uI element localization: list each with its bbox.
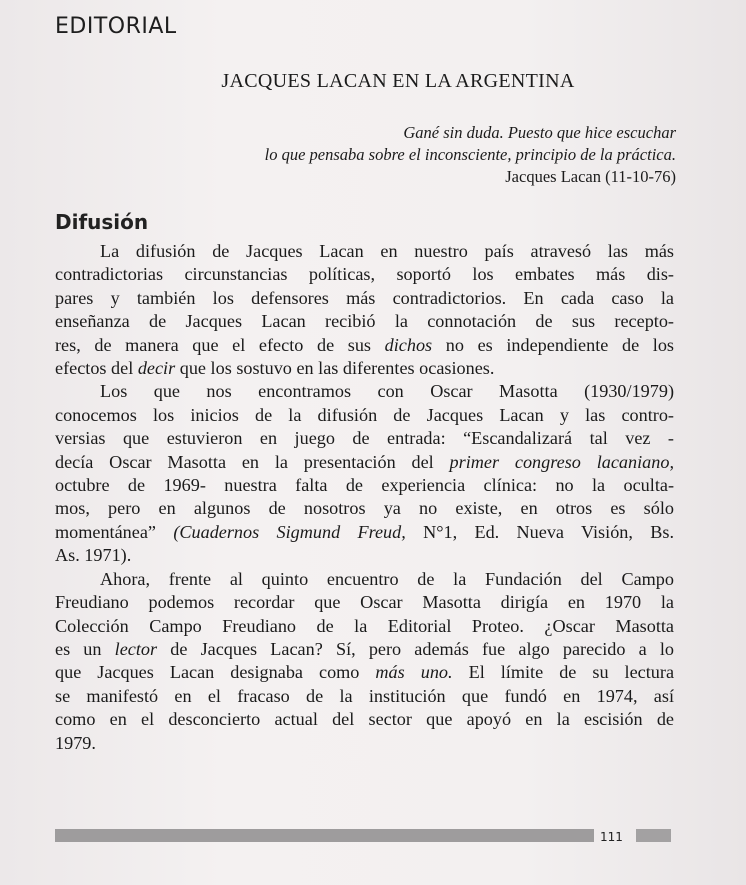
epigraph [265, 122, 676, 188]
text-line: Ahora, frente al quinto encuentro de la Fundación del Campo [100, 568, 674, 589]
epigraph-attribution: Jacques Lacan (11-10-76) [505, 167, 676, 186]
text-line: pares y también los defensores más contradictorios. En cada caso la [55, 287, 674, 308]
text-line: La difusión de Jacques Lacan en nuestro país atravesó las más [100, 241, 674, 261]
text-line: contradictorias circunstancias políticas, soportó los embates más dis- [55, 264, 674, 285]
paragraph [55, 568, 674, 755]
epigraph-line: Gané sin duda. Puesto que hice escuchar [403, 123, 676, 142]
text-line: Freudiano podemos recordar que Oscar Masotta dirigía en 1970 la [55, 592, 674, 613]
section-label: EDITORIAL [55, 14, 177, 39]
text-line: octubre de 1969- nuestra falta de experiencia clínica: no la oculta- [55, 475, 674, 496]
section-heading: Difusión [55, 210, 149, 234]
body-text [55, 240, 674, 755]
text-line: como en el desconcierto actual del sector que apoyó en la escisión de [55, 709, 674, 730]
paragraph [55, 240, 674, 380]
footer-rule [55, 829, 594, 842]
page-number: 111 [600, 830, 623, 844]
text-line: Los que nos encontramos con Oscar Masotta (1930/1979) [100, 381, 674, 402]
text-line: Colección Campo Freudiano de la Editorial Proteo. ¿Oscar Masotta [55, 615, 674, 636]
text-line-emph: momentánea” (Cuadernos Sigmund Freud, N°1, Ed. Nueva Visión, Bs. [55, 521, 674, 542]
article-title: JACQUES LACAN EN LA ARGENTINA [221, 70, 575, 92]
paragraph [55, 380, 674, 567]
text-line: mos, pero en algunos de nosotros ya no existe, en otros es sólo [55, 498, 674, 519]
text-line: As. 1971). [55, 545, 132, 566]
text-line: se manifestó en el fracaso de la institución que fundó en 1974, así [55, 685, 674, 706]
epigraph-line: lo que pensaba sobre el inconsciente, principio de la práctica. [264, 145, 676, 164]
text-line: versias que estuvieron en juego de entrada: “Escandalizará tal vez - [55, 428, 674, 449]
footer-rule-right [636, 829, 671, 842]
text-line-emph: res, de manera que el efecto de sus dichos no es independiente de los [55, 334, 674, 355]
text-line: conocemos los inicios de la difusión de Jacques Lacan y las contro- [55, 404, 674, 425]
text-line-emph: es un lector de Jacques Lacan? Sí, pero además fue algo parecido a lo [55, 638, 674, 659]
text-line-emph: que Jacques Lacan designaba como más uno. El límite de su lectura [55, 662, 675, 683]
text-line-emph: decía Oscar Masotta en la presentación del primer congreso lacaniano, [55, 451, 674, 472]
text-line-emph: efectos del decir que los sostuvo en las diferentes ocasiones. [55, 358, 495, 379]
text-line: enseñanza de Jacques Lacan recibió la connotación de sus recepto- [55, 311, 674, 332]
text-line: 1979. [55, 732, 96, 753]
